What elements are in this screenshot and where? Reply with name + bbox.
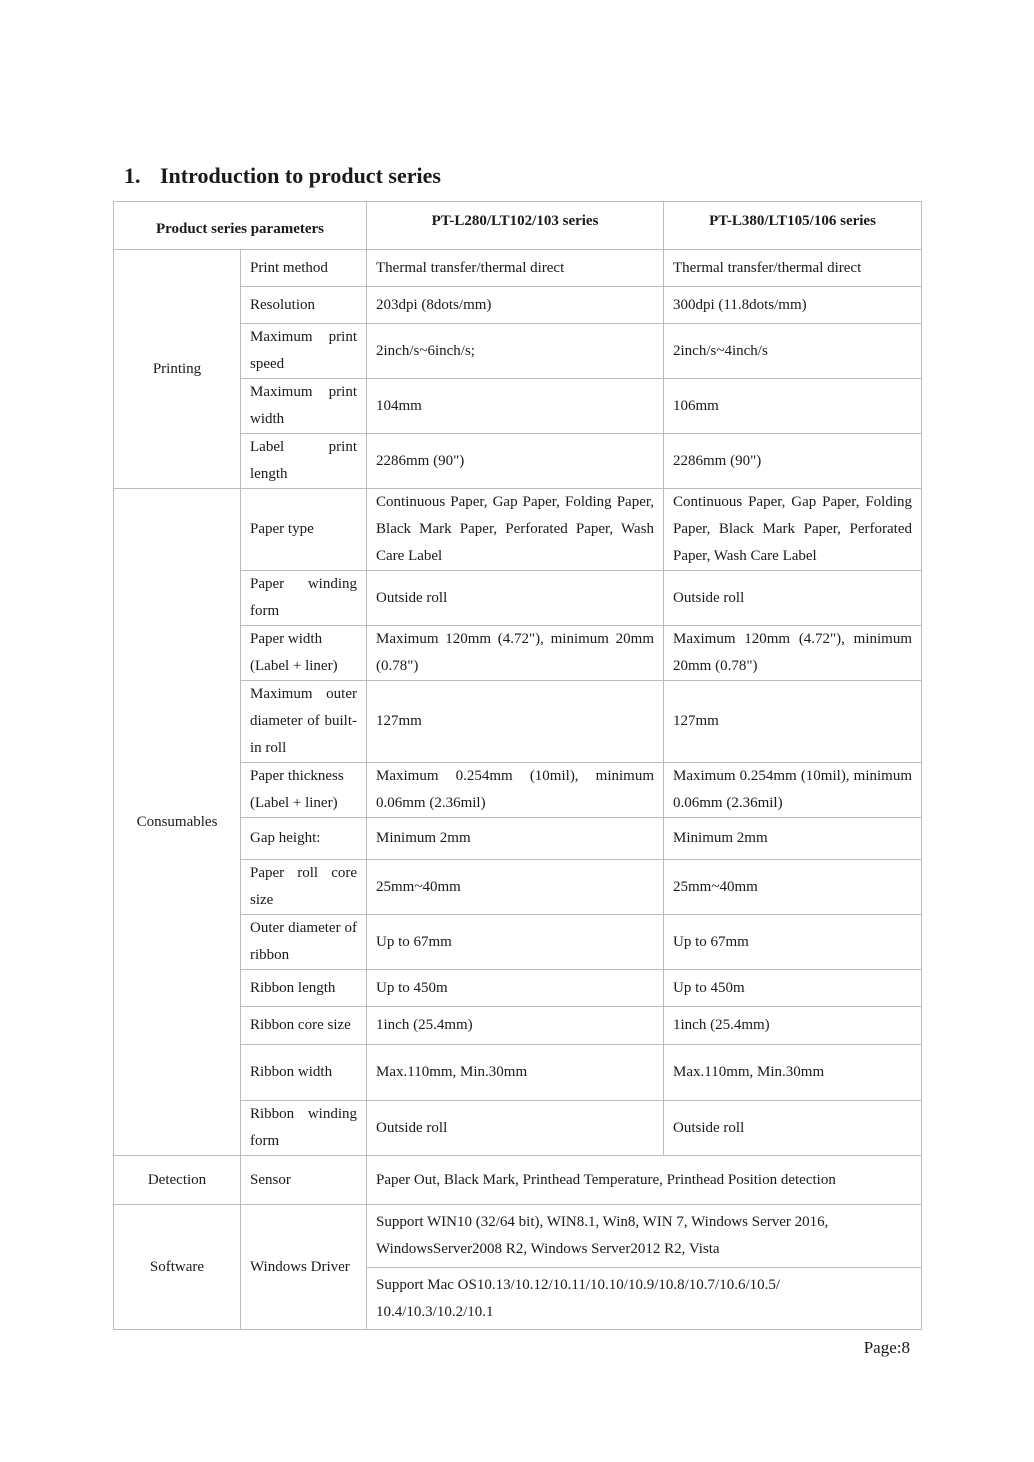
table-row [114,250,922,287]
page-number: Page:8 [863,1338,910,1357]
value-cell-col2: 2286mm (90") [664,434,922,489]
product-series-table [113,201,922,1330]
header-col2: PT-L380/LT105/106 series [664,202,922,250]
category-consumables: Consumables [114,489,241,1156]
value-cell-col1: Continuous Paper, Gap Paper, Folding Paper, Black Mark Paper, Perforated Paper, Wash Care Label [367,489,664,571]
value-cell-col1: Max.110mm, Min.30mm [367,1045,664,1101]
header-params: Product series parameters [114,202,367,250]
value-cell-col2: Maximum 0.254mm (10mil), minimum 0.06mm (2.36mil) [664,763,922,818]
category-detection: Detection [114,1156,241,1205]
value-cell-merged: Paper Out, Black Mark, Printhead Temperature, Printhead Position detection [367,1156,922,1205]
value-cell-col1: Thermal transfer/thermal direct [367,250,664,287]
value-cell-col2: 25mm~40mm [664,860,922,915]
value-cell-col1: Outside roll [367,1101,664,1156]
value-cell-col1: Maximum 0.254mm (10mil), minimum 0.06mm (2.36mil) [367,763,664,818]
value-cell-col2: 2inch/s~4inch/s [664,324,922,379]
category-printing: Printing [114,250,241,489]
param-cell: Paper type [241,489,367,571]
section-title: Introduction to product series [160,163,441,188]
value-cell-col1: 2286mm (90") [367,434,664,489]
param-cell: Windows Driver [241,1205,367,1330]
value-cell-col1: Outside roll [367,571,664,626]
value-cell-col2: 106mm [664,379,922,434]
param-cell: Ribbon core size [241,1007,367,1045]
value-cell-col1: 104mm [367,379,664,434]
param-cell: Ribbon width [241,1045,367,1101]
value-cell-col2: Up to 450m [664,970,922,1007]
param-cell: Paper width (Label + liner) [241,626,367,681]
table-header-row [114,202,922,250]
value-cell-col2: 127mm [664,681,922,763]
value-cell-col1: Up to 450m [367,970,664,1007]
value-cell-col2: Outside roll [664,1101,922,1156]
value-cell-col1: Maximum 120mm (4.72"), minimum 20mm (0.78") [367,626,664,681]
value-cell-mac: Support Mac OS10.13/10.12/10.11/10.10/10.9/10.8/10.7/10.6/10.5/ 10.4/10.3/10.2/10.1 [367,1268,922,1330]
value-cell-col1: 203dpi (8dots/mm) [367,287,664,324]
param-cell: Maximum print width [241,379,367,434]
value-cell-windows: Support WIN10 (32/64 bit), WIN8.1, Win8, WIN 7, Windows Server 2016, WindowsServer2008 R2, Windows Server2012 R2, Vista [367,1205,922,1268]
param-cell: Gap height: [241,818,367,860]
param-cell: Outer diameter of ribbon [241,915,367,970]
value-cell-col1: Minimum 2mm [367,818,664,860]
param-cell: Paper thickness (Label + liner) [241,763,367,818]
category-software: Software [114,1205,241,1330]
table-row [114,1156,922,1205]
header-col1: PT-L280/LT102/103 series [367,202,664,250]
value-cell-col2: Thermal transfer/thermal direct [664,250,922,287]
value-cell-col1: 25mm~40mm [367,860,664,915]
section-number: 1. [124,163,141,188]
param-cell: Maximum print speed [241,324,367,379]
value-cell-col1: Up to 67mm [367,915,664,970]
param-cell: Print method [241,250,367,287]
table-row [114,489,922,571]
value-cell-col1: 2inch/s~6inch/s; [367,324,664,379]
value-cell-col2: Max.110mm, Min.30mm [664,1045,922,1101]
value-cell-col2: Outside roll [664,571,922,626]
param-cell: Paper winding form [241,571,367,626]
param-cell: Sensor [241,1156,367,1205]
param-cell: Ribbon winding form [241,1101,367,1156]
table-row [114,1205,922,1268]
value-cell-col2: Maximum 120mm (4.72"), minimum 20mm (0.78") [664,626,922,681]
section-heading [124,160,441,192]
value-cell-col2: 1inch (25.4mm) [664,1007,922,1045]
value-cell-col1: 127mm [367,681,664,763]
param-cell: Resolution [241,287,367,324]
value-cell-col1: 1inch (25.4mm) [367,1007,664,1045]
param-cell: Ribbon length [241,970,367,1007]
param-cell: Label print length [241,434,367,489]
param-cell: Maximum outer diameter of built-in roll [241,681,367,763]
value-cell-col2: Up to 67mm [664,915,922,970]
param-cell: Paper roll core size [241,860,367,915]
value-cell-col2: 300dpi (11.8dots/mm) [664,287,922,324]
value-cell-col2: Minimum 2mm [664,818,922,860]
value-cell-col2: Continuous Paper, Gap Paper, Folding Paper, Black Mark Paper, Perforated Paper, Wash Care Label [664,489,922,571]
